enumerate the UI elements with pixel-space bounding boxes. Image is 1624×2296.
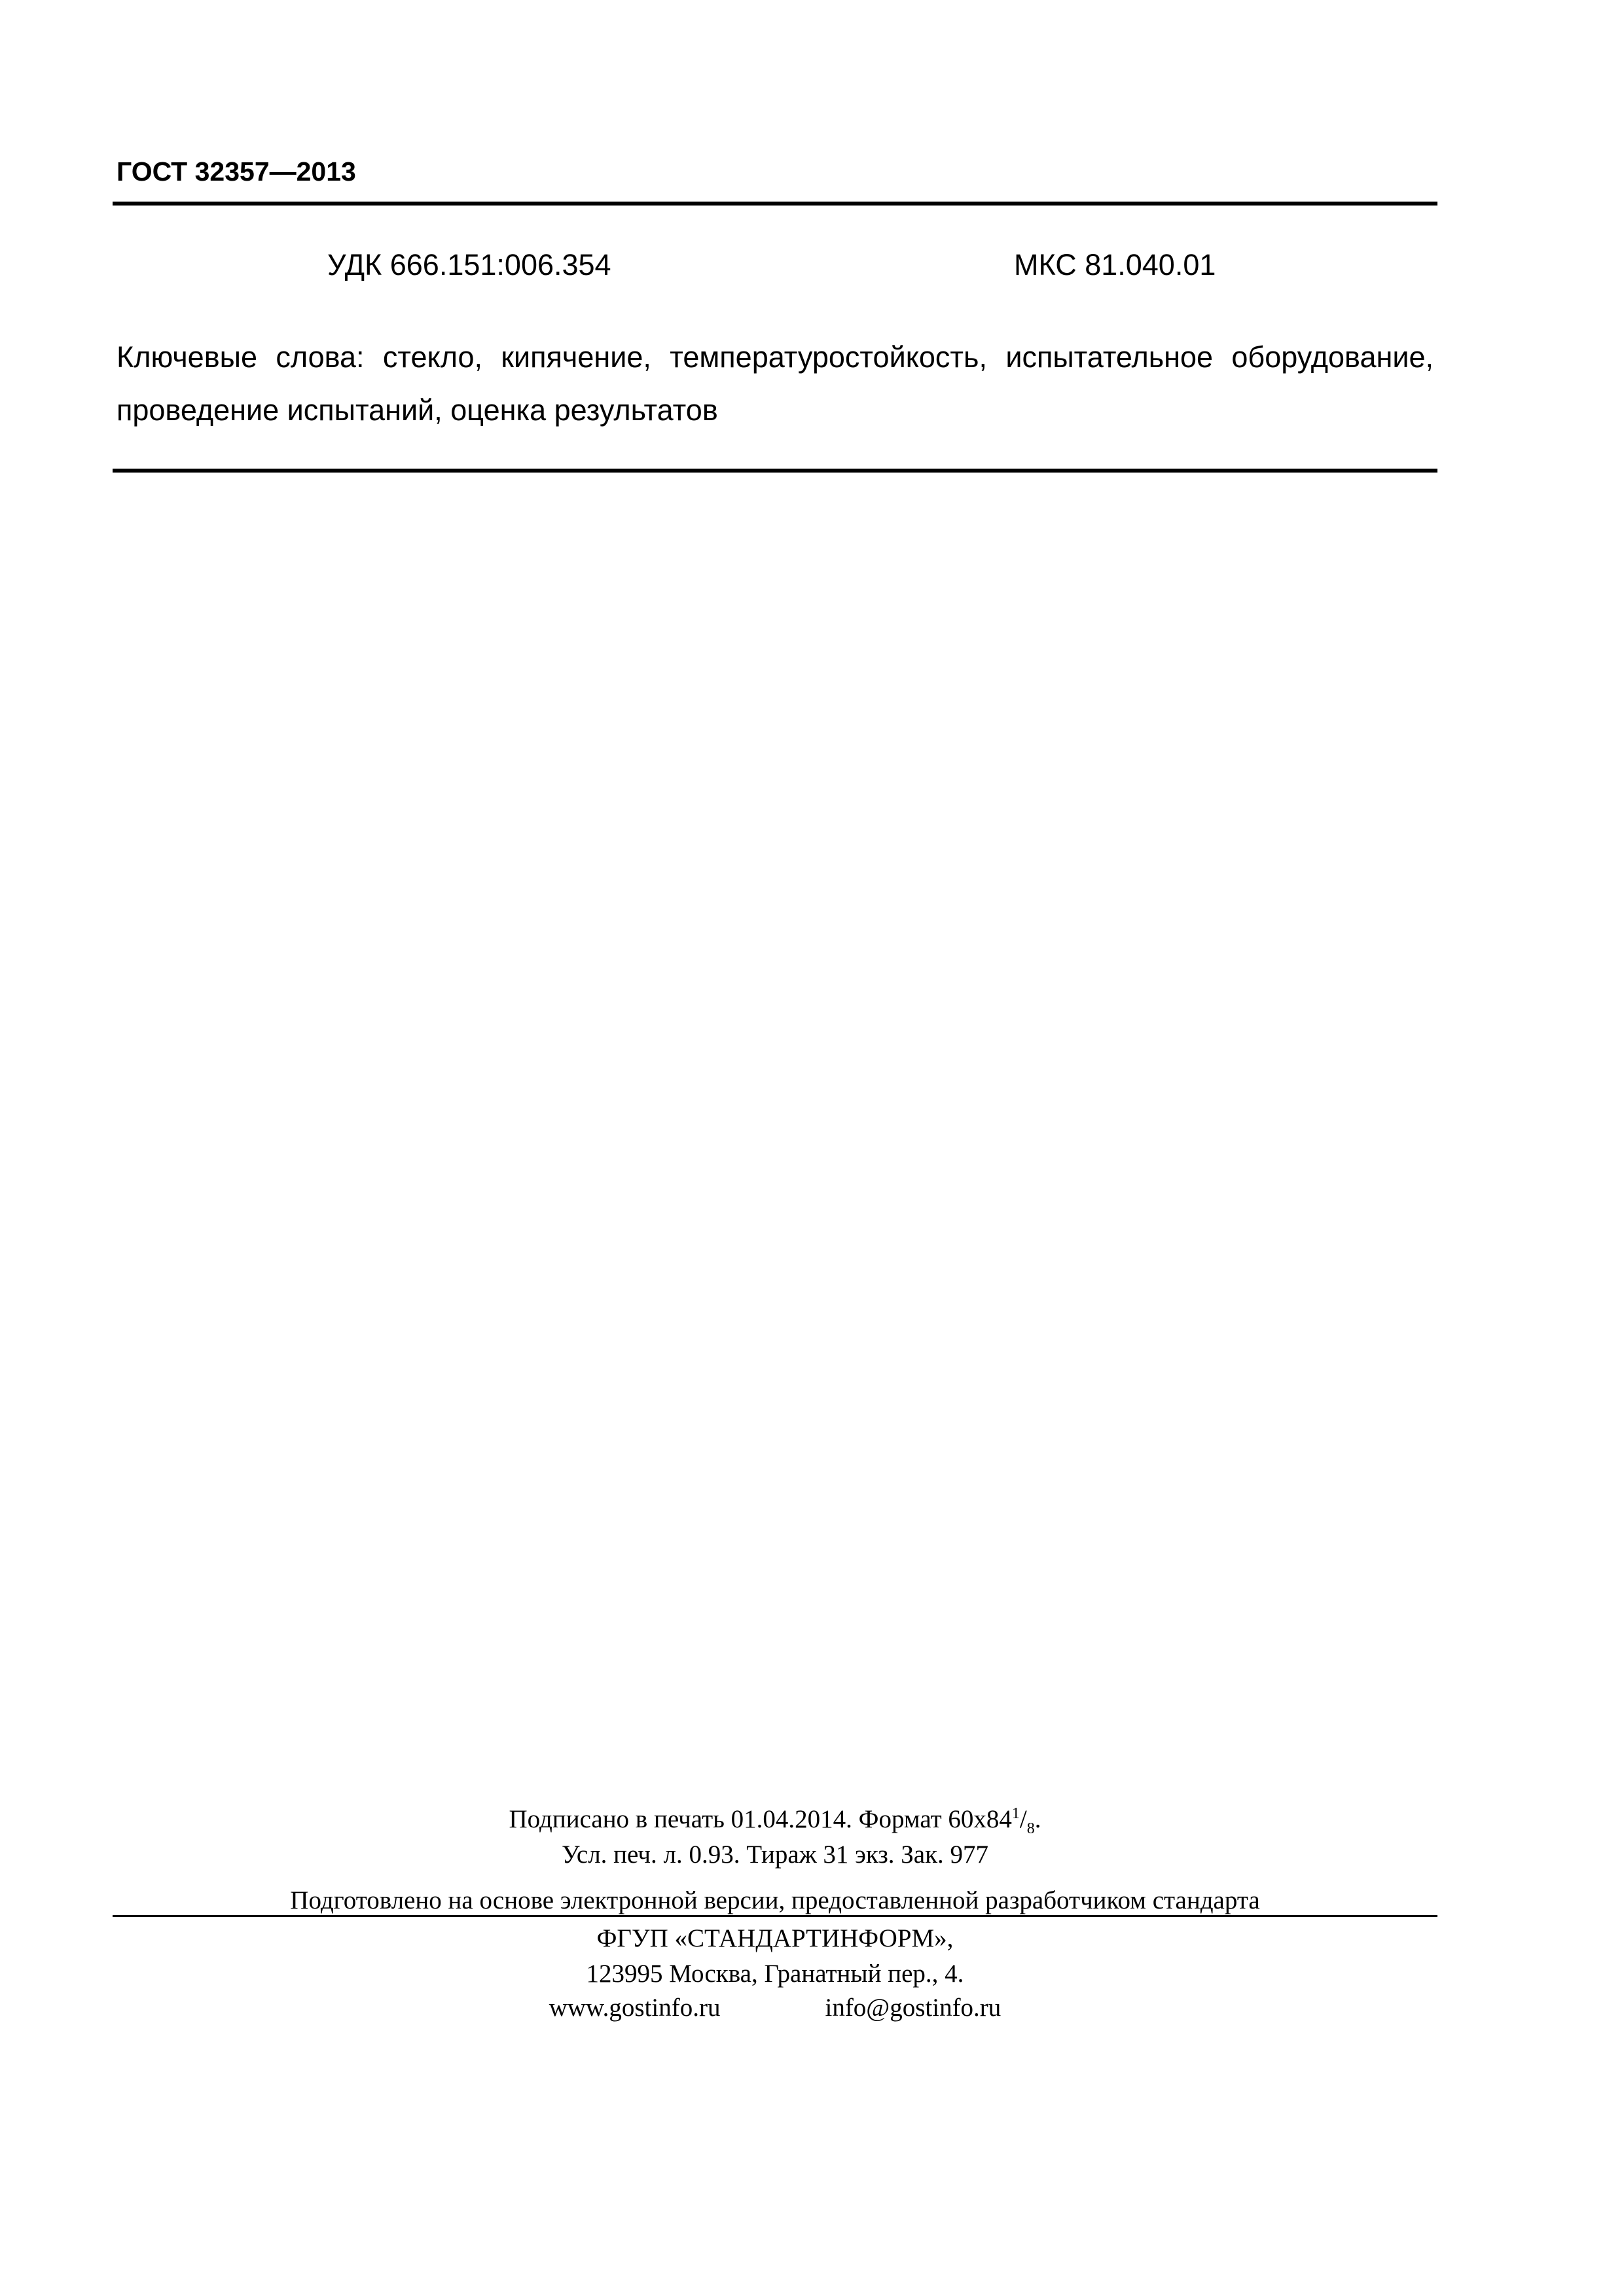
website-link[interactable]: www.gostinfo.ru xyxy=(549,1994,721,2022)
imprint-address: 123995 Москва, Гранатный пер., 4. xyxy=(586,1960,964,1988)
imprint-divider xyxy=(113,1915,1437,1917)
format-fraction-slash: / xyxy=(1019,1805,1027,1833)
imprint-contacts xyxy=(113,1990,1437,2026)
imprint-prepared-note: Подготовлено на основе электронной версии, предоставленной разработчиком стандарта xyxy=(290,1886,1260,1914)
standard-number: ГОСТ 32357—2013 xyxy=(117,156,356,187)
email-link[interactable]: info@gostinfo.ru xyxy=(825,1994,1001,2022)
format-fraction-denominator: 8 xyxy=(1026,1820,1035,1837)
imprint-signed-line xyxy=(113,1801,1437,1838)
header-divider xyxy=(113,202,1437,206)
mks-code: МКС 81.040.01 xyxy=(1014,248,1216,281)
format-fraction-numerator: 1 xyxy=(1011,1805,1020,1822)
imprint-print-details: Усл. печ. л. 0.93. Тираж 31 экз. Зак. 977 xyxy=(561,1840,989,1869)
keywords-paragraph: Ключевые слова: стекло, кипячение, температуростойкость, испытательное оборудование, проведение испытаний, оценка результатов xyxy=(117,340,1434,427)
imprint-publisher: ФГУП «СТАНДАРТИНФОРМ», xyxy=(596,1924,954,1952)
format-fraction-period: . xyxy=(1034,1805,1041,1833)
keywords-divider xyxy=(113,469,1437,473)
imprint-signed-text: Подписано в печать 01.04.2014. Формат 60x84 xyxy=(509,1805,1012,1833)
udk-code: УДК 666.151:006.354 xyxy=(327,248,611,281)
